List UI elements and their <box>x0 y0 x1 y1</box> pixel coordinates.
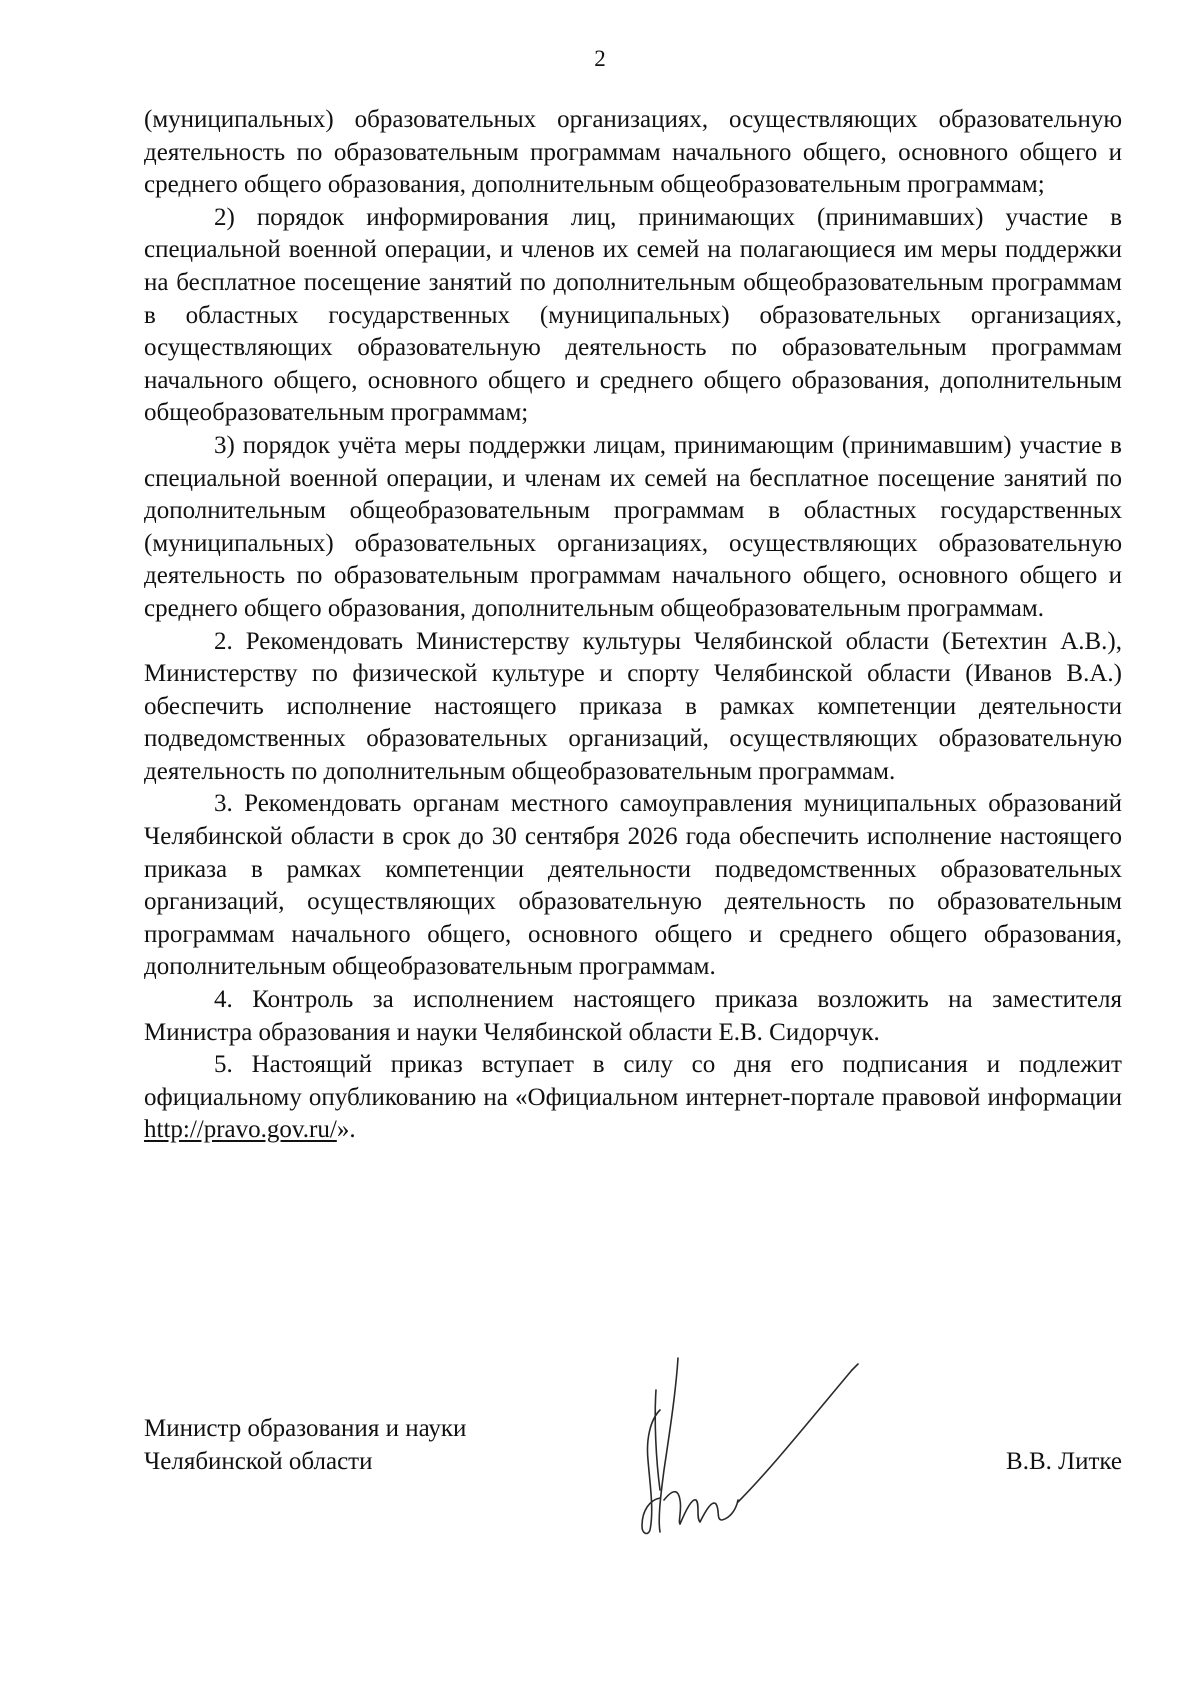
pravo-link[interactable]: http://pravo.gov.ru/ <box>144 1116 337 1144</box>
paragraph-item-5-tail: ». <box>336 1116 356 1144</box>
signatory-position-line-2: Челябинской области <box>144 1448 373 1475</box>
paragraph-item-3: 3. Рекомендовать органам местного самоуправления муниципальных образований Челябинской области в срок до 30 сентября 2026 года обеспечить исполнение настоящего приказа в рамках компетенции деятельности подведомственных образовательных организаций, осуществляющих образовательную деятельность по образовательным программам начального общего, основного общего и среднего общего образования, дополнительным общеобразовательным программам. <box>144 790 1122 981</box>
signatory-position <box>144 1412 466 1478</box>
document-body <box>144 104 1122 1147</box>
handwritten-signature <box>620 1350 870 1540</box>
paragraph-item-4: 4. Контроль за исполнением настоящего приказа возложить на заместителя Министра образования и науки Челябинской области Е.В. Сидорчук. <box>144 986 1122 1046</box>
paragraph-subitem-3: 3) порядок учёта меры поддержки лицам, принимающим (принимавшим) участие в специальной военной операции, и членам их семей на бесплатное посещение занятий по дополнительным общеобразовательным программам в областных государственных (муниципальных) образовательных организациях, осуществляющих образовательную деятельность по образовательным программам начального общего, основного общего и среднего общего образования, дополнительным общеобразовательным программам. <box>144 431 1122 622</box>
page-number: 2 <box>594 46 606 71</box>
paragraph-continuation: (муниципальных) образовательных организациях, осуществляющих образовательную деятельность по образовательным программам начального общего, основного общего и среднего общего образования, дополнительным общеобразовательным программам; <box>144 106 1122 199</box>
paragraph-item-2: 2. Рекомендовать Министерству культуры Челябинской области (Бетехтин А.В.), Министерству по физической культуре и спорту Челябинской области (Иванов В.А.) обеспечить исполнение настоящего приказа в рамках компетенции деятельности подведомственных образовательных организаций, осуществляющих образовательную деятельность по дополнительным общеобразовательным программам. <box>144 627 1122 785</box>
paragraph-item-5-text: 5. Настоящий приказ вступает в силу со дня его подписания и подлежит официальному опубликованию на «Официальном интернет-портале правовой информации <box>144 1051 1122 1111</box>
signatory-position-line-1: Министр образования и науки <box>144 1415 467 1442</box>
signatory-name: В.В. Литке <box>1006 1448 1122 1475</box>
paragraph-item-5 <box>144 1049 1122 1147</box>
paragraph-subitem-2: 2) порядок информирования лиц, принимающих (принимавших) участие в специальной военной операции, и членов их семей на полагающиеся им меры поддержки на бесплатное посещение занятий по дополнительным общеобразовательным программам в областных государственных (муниципальных) образовательных организациях, осуществляющих образовательную деятельность по образовательным программам начального общего, основного общего и среднего общего образования, дополнительным общеобразовательным программам; <box>144 203 1122 427</box>
